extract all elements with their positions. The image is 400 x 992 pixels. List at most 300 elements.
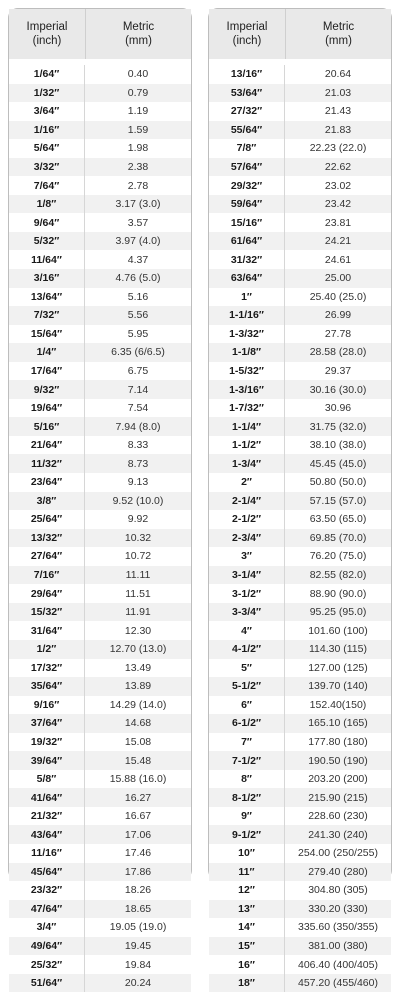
- imperial-value: 21/64″: [9, 436, 85, 455]
- metric-value: 4.37: [127, 253, 149, 266]
- table-row: [9, 733, 191, 752]
- table-row: [9, 640, 191, 659]
- imperial-value: 1-3/4″: [209, 454, 285, 473]
- metric-value: 11.91: [125, 606, 151, 619]
- table-row: [9, 918, 191, 937]
- table-row: [209, 640, 391, 659]
- imperial-header-label: Imperial: [226, 21, 268, 33]
- metric-value: 2.78: [127, 179, 149, 192]
- metric-value: 18.26: [124, 884, 152, 897]
- imperial-value: 27/64″: [9, 547, 85, 566]
- metric-value: 25.40 (25.0): [309, 290, 367, 303]
- metric-value: 25.00: [324, 272, 352, 285]
- table-row: [209, 102, 391, 121]
- metric-value: 12.30: [124, 624, 152, 637]
- metric-value: 177.80 (180): [308, 735, 368, 748]
- table-row: [9, 529, 191, 548]
- table-row: [9, 139, 191, 158]
- imperial-value: 1-3/16″: [209, 380, 285, 399]
- metric-value: 20.64: [324, 68, 352, 81]
- imperial-value: 13/64″: [9, 288, 85, 307]
- table-row: [209, 751, 391, 770]
- table-row: [9, 751, 191, 770]
- metric-value: 21.83: [324, 123, 352, 136]
- table-row: [9, 714, 191, 733]
- imperial-value: 1-1/2″: [209, 436, 285, 455]
- metric-value: 27.78: [324, 327, 352, 340]
- table-row: [209, 696, 391, 715]
- table-row: [209, 677, 391, 696]
- imperial-value: 1-5/32″: [209, 362, 285, 381]
- imperial-value: 11/16″: [9, 844, 85, 863]
- metric-value: 2.38: [127, 161, 149, 173]
- metric-value: 19.45: [124, 939, 152, 952]
- metric-unit-label: (mm): [125, 35, 152, 47]
- metric-value: 88.90 (90.0): [309, 587, 367, 600]
- metric-value: 22.62: [324, 161, 352, 173]
- metric-value: 1.59: [127, 123, 149, 136]
- metric-value: 228.60 (230): [308, 810, 368, 823]
- table-row: [9, 380, 191, 399]
- imperial-value: 31/64″: [9, 621, 85, 640]
- metric-value: 17.46: [124, 847, 152, 860]
- imperial-value: 29/32″: [209, 176, 285, 195]
- imperial-unit-label: (inch): [32, 35, 62, 47]
- imperial-value: 16″: [209, 955, 285, 974]
- metric-value: 30.16 (30.0): [309, 383, 367, 396]
- table-row: [209, 380, 391, 399]
- metric-value: 50.80 (50.0): [309, 476, 367, 489]
- table-row: [9, 306, 191, 325]
- table-row: [9, 102, 191, 121]
- imperial-value: 5/64″: [9, 139, 85, 158]
- imperial-value: 1-3/32″: [209, 325, 285, 344]
- imperial-value: 3-1/2″: [209, 584, 285, 603]
- imperial-value: 7/32″: [9, 306, 85, 325]
- metric-value: 45.45 (45.0): [309, 457, 367, 470]
- table-row: [209, 158, 391, 177]
- metric-value: 23.81: [324, 216, 352, 229]
- imperial-value: 7/64″: [9, 176, 85, 195]
- imperial-value: 19/32″: [9, 733, 85, 752]
- table-row: [9, 621, 191, 640]
- imperial-value: 1/8″: [9, 195, 85, 214]
- table-row: [9, 547, 191, 566]
- metric-value: 7.54: [127, 402, 149, 415]
- table-body: [9, 65, 191, 992]
- table-row: [209, 473, 391, 492]
- metric-value: 190.50 (190): [308, 754, 368, 767]
- table-row: [9, 232, 191, 251]
- table-row: [209, 547, 391, 566]
- imperial-value: 1-7/32″: [209, 399, 285, 418]
- metric-value: 0.79: [127, 86, 149, 99]
- imperial-value: 5/32″: [9, 232, 85, 251]
- metric-value: 15.08: [124, 735, 152, 748]
- table-row: [209, 825, 391, 844]
- imperial-value: 49/64″: [9, 937, 85, 956]
- metric-value: 21.43: [324, 105, 352, 118]
- imperial-value: 1/4″: [9, 343, 85, 362]
- imperial-value: 13/16″: [209, 65, 285, 84]
- metric-value: 23.42: [324, 198, 352, 211]
- table-body: [209, 65, 391, 992]
- imperial-value: 1-1/8″: [209, 343, 285, 362]
- metric-value: 19.05 (19.0): [109, 921, 167, 934]
- metric-value: 8.33: [127, 439, 149, 452]
- imperial-value: 55/64″: [209, 121, 285, 140]
- table-row: [209, 770, 391, 789]
- imperial-value: 51/64″: [9, 974, 85, 992]
- imperial-value: 2-3/4″: [209, 529, 285, 548]
- metric-value: 26.99: [324, 309, 352, 322]
- imperial-value: 3/4″: [9, 918, 85, 937]
- imperial-value: 3-3/4″: [209, 603, 285, 622]
- imperial-value: 1/32″: [9, 84, 85, 103]
- imperial-value: 11″: [209, 863, 285, 882]
- metric-value: 15.88 (16.0): [109, 773, 167, 786]
- imperial-value: 3/8″: [9, 492, 85, 511]
- metric-value: 335.60 (350/355): [298, 921, 378, 934]
- table-row: [9, 825, 191, 844]
- imperial-value: 7/16″: [9, 566, 85, 585]
- imperial-value: 15/16″: [209, 213, 285, 232]
- imperial-value: 23/32″: [9, 881, 85, 900]
- imperial-value: 15/64″: [9, 325, 85, 344]
- metric-value: 5.56: [127, 309, 149, 322]
- metric-value: 82.55 (82.0): [309, 569, 367, 582]
- metric-value: 7.14: [127, 383, 149, 396]
- metric-value: 14.68: [124, 717, 152, 730]
- table-row: [209, 788, 391, 807]
- metric-value: 11.11: [125, 569, 151, 582]
- imperial-value: 12″: [209, 881, 285, 900]
- table-row: [9, 584, 191, 603]
- imperial-value: 15/32″: [9, 603, 85, 622]
- metric-value: 9.92: [127, 513, 149, 526]
- metric-value: 29.37: [324, 365, 352, 378]
- imperial-value: 25/64″: [9, 510, 85, 529]
- table-row: [209, 121, 391, 140]
- imperial-value: 8-1/2″: [209, 788, 285, 807]
- imperial-value: 35/64″: [9, 677, 85, 696]
- imperial-value: 37/64″: [9, 714, 85, 733]
- metric-value: 8.73: [127, 457, 149, 470]
- imperial-value: 4-1/2″: [209, 640, 285, 659]
- metric-value: 1.19: [127, 105, 149, 118]
- metric-value: 10.72: [124, 550, 152, 563]
- table-row: [209, 659, 391, 678]
- table-row: [9, 510, 191, 529]
- metric-value: 114.30 (115): [309, 643, 367, 656]
- metric-value: 241.30 (240): [308, 828, 368, 841]
- imperial-value: 11/64″: [9, 250, 85, 269]
- table-row: [209, 807, 391, 826]
- metric-value: 330.20 (330): [308, 902, 368, 915]
- imperial-value: 10″: [209, 844, 285, 863]
- imperial-value: 9/16″: [9, 696, 85, 715]
- metric-value: 304.80 (305): [308, 884, 368, 897]
- imperial-value: 1-1/16″: [209, 306, 285, 325]
- metric-value: 7.94 (8.0): [115, 420, 161, 433]
- imperial-value: 39/64″: [9, 751, 85, 770]
- table-row: [9, 473, 191, 492]
- metric-value: 9.52 (10.0): [112, 494, 164, 507]
- table-row: [209, 362, 391, 381]
- table-row: [209, 84, 391, 103]
- table-row: [209, 900, 391, 919]
- metric-value: 152.40(150): [309, 698, 367, 711]
- metric-value: 406.40 (400/405): [298, 958, 378, 971]
- metric-value: 127.00 (125): [308, 661, 368, 674]
- table-row: [9, 213, 191, 232]
- imperial-value: 19/64″: [9, 399, 85, 418]
- table-row: [9, 900, 191, 919]
- imperial-value: 17/64″: [9, 362, 85, 381]
- metric-value: 3.57: [127, 216, 149, 229]
- table-row: [209, 436, 391, 455]
- imperial-value: 15″: [209, 937, 285, 956]
- metric-value: 30.96: [324, 402, 352, 415]
- table-row: [9, 325, 191, 344]
- table-row: [9, 937, 191, 956]
- metric-value: 17.86: [124, 865, 152, 878]
- metric-value: 11.51: [125, 587, 151, 600]
- conversion-table-left: [8, 8, 192, 990]
- imperial-value: 2-1/4″: [209, 492, 285, 511]
- metric-value: 18.65: [124, 902, 152, 915]
- metric-value: 23.02: [324, 179, 352, 192]
- table-row: [209, 306, 391, 325]
- table-row: [9, 566, 191, 585]
- table-row: [209, 863, 391, 882]
- metric-value: 21.03: [324, 86, 352, 99]
- table-row: [209, 288, 391, 307]
- metric-value: 31.75 (32.0): [309, 420, 367, 433]
- table-row: [209, 176, 391, 195]
- metric-value: 101.60 (100): [308, 624, 368, 637]
- imperial-value: 3″: [209, 547, 285, 566]
- table-row: [209, 955, 391, 974]
- imperial-value: 57/64″: [209, 158, 285, 177]
- table-row: [9, 807, 191, 826]
- table-row: [209, 454, 391, 473]
- metric-value: 10.32: [124, 531, 152, 544]
- metric-column-header: [286, 9, 391, 59]
- table-row: [209, 621, 391, 640]
- metric-value: 254.00 (250/255): [298, 847, 378, 860]
- table-row: [9, 250, 191, 269]
- table-row: [209, 714, 391, 733]
- table-row: [209, 566, 391, 585]
- imperial-value: 14″: [209, 918, 285, 937]
- metric-column-header: [86, 9, 191, 59]
- metric-value: 13.49: [124, 661, 152, 674]
- imperial-value: 7″: [209, 733, 285, 752]
- imperial-value: 61/64″: [209, 232, 285, 251]
- table-row: [209, 343, 391, 362]
- table-row: [9, 659, 191, 678]
- imperial-value: 29/64″: [9, 584, 85, 603]
- table-row: [209, 529, 391, 548]
- metric-value: 24.21: [324, 235, 352, 248]
- imperial-value: 18″: [209, 974, 285, 992]
- metric-value: 0.40: [127, 68, 149, 81]
- table-row: [9, 362, 191, 381]
- imperial-value: 59/64″: [209, 195, 285, 214]
- metric-value: 15.48: [124, 754, 152, 767]
- imperial-value: 6-1/2″: [209, 714, 285, 733]
- table-row: [209, 603, 391, 622]
- imperial-value: 4″: [209, 621, 285, 640]
- metric-value: 16.27: [124, 791, 152, 804]
- metric-value: 279.40 (280): [308, 865, 368, 878]
- imperial-value: 3/64″: [9, 102, 85, 121]
- table-row: [9, 492, 191, 511]
- table-row: [9, 288, 191, 307]
- table-row: [9, 696, 191, 715]
- metric-value: 19.84: [124, 958, 152, 971]
- table-row: [209, 881, 391, 900]
- metric-value: 63.50 (65.0): [309, 513, 367, 526]
- imperial-value: 1″: [209, 288, 285, 307]
- table-row: [209, 974, 391, 992]
- imperial-value: 13/32″: [9, 529, 85, 548]
- imperial-value: 47/64″: [9, 900, 85, 919]
- metric-value: 6.75: [127, 365, 149, 378]
- metric-value: 5.95: [127, 327, 149, 340]
- imperial-value: 9-1/2″: [209, 825, 285, 844]
- metric-value: 6.35 (6/6.5): [111, 346, 165, 359]
- imperial-value: 17/32″: [9, 659, 85, 678]
- table-row: [209, 232, 391, 251]
- imperial-value: 2″: [209, 473, 285, 492]
- table-row: [9, 399, 191, 418]
- metric-unit-label: (mm): [325, 35, 352, 47]
- imperial-value: 3/32″: [9, 158, 85, 177]
- imperial-value: 3/16″: [9, 269, 85, 288]
- table-row: [209, 584, 391, 603]
- imperial-value: 5/8″: [9, 770, 85, 789]
- imperial-value: 43/64″: [9, 825, 85, 844]
- table-row: [9, 65, 191, 84]
- metric-value: 38.10 (38.0): [309, 439, 367, 452]
- table-header: [209, 9, 391, 59]
- table-row: [9, 974, 191, 992]
- metric-header-label: Metric: [122, 21, 155, 33]
- table-row: [209, 139, 391, 158]
- metric-header-label: Metric: [322, 21, 355, 33]
- table-row: [209, 399, 391, 418]
- table-row: [9, 343, 191, 362]
- metric-value: 381.00 (380): [308, 939, 368, 952]
- imperial-value: 45/64″: [9, 863, 85, 882]
- metric-value: 20.24: [124, 977, 152, 990]
- table-row: [9, 195, 191, 214]
- table-row: [209, 844, 391, 863]
- imperial-value: 3-1/4″: [209, 566, 285, 585]
- imperial-value: 1-1/4″: [209, 417, 285, 436]
- metric-value: 28.58 (28.0): [309, 346, 367, 359]
- table-row: [9, 677, 191, 696]
- table-row: [209, 417, 391, 436]
- metric-value: 16.67: [124, 810, 152, 823]
- metric-value: 165.10 (165): [308, 717, 368, 730]
- metric-value: 24.61: [324, 253, 352, 266]
- imperial-value: 7-1/2″: [209, 751, 285, 770]
- table-row: [209, 195, 391, 214]
- table-row: [9, 436, 191, 455]
- imperial-value: 7/8″: [209, 139, 285, 158]
- imperial-value: 1/64″: [9, 65, 85, 84]
- table-row: [9, 158, 191, 177]
- metric-value: 57.15 (57.0): [309, 494, 367, 507]
- table-row: [209, 733, 391, 752]
- imperial-column-header: [9, 9, 86, 59]
- imperial-value: 13″: [209, 900, 285, 919]
- table-row: [9, 603, 191, 622]
- table-row: [9, 863, 191, 882]
- imperial-column-header: [209, 9, 286, 59]
- table-row: [209, 325, 391, 344]
- metric-value: 76.20 (75.0): [309, 550, 367, 563]
- imperial-value: 8″: [209, 770, 285, 789]
- metric-value: 215.90 (215): [308, 791, 368, 804]
- table-row: [9, 881, 191, 900]
- table-row: [209, 269, 391, 288]
- table-row: [209, 492, 391, 511]
- metric-value: 17.06: [124, 828, 152, 841]
- metric-value: 13.89: [124, 680, 152, 693]
- imperial-value: 5/16″: [9, 417, 85, 436]
- imperial-value: 5-1/2″: [209, 677, 285, 696]
- table-row: [209, 937, 391, 956]
- imperial-value: 9/32″: [9, 380, 85, 399]
- metric-value: 14.29 (14.0): [109, 698, 167, 711]
- imperial-value: 63/64″: [209, 269, 285, 288]
- table-row: [9, 84, 191, 103]
- metric-value: 4.76 (5.0): [115, 272, 161, 285]
- metric-value: 3.97 (4.0): [115, 235, 161, 248]
- imperial-value: 31/32″: [209, 250, 285, 269]
- imperial-value: 41/64″: [9, 788, 85, 807]
- imperial-value: 27/32″: [209, 102, 285, 121]
- table-row: [9, 417, 191, 436]
- table-row: [9, 770, 191, 789]
- table-row: [209, 213, 391, 232]
- imperial-value: 21/32″: [9, 807, 85, 826]
- table-row: [209, 250, 391, 269]
- imperial-unit-label: (inch): [232, 35, 262, 47]
- imperial-value: 1/16″: [9, 121, 85, 140]
- imperial-value: 5″: [209, 659, 285, 678]
- metric-value: 5.16: [127, 290, 149, 303]
- table-row: [9, 955, 191, 974]
- imperial-value: 9″: [209, 807, 285, 826]
- table-row: [209, 918, 391, 937]
- table-row: [209, 510, 391, 529]
- metric-value: 3.17 (3.0): [115, 198, 161, 211]
- imperial-header-label: Imperial: [26, 21, 68, 33]
- imperial-value: 6″: [209, 696, 285, 715]
- table-header: [9, 9, 191, 59]
- imperial-value: 53/64″: [209, 84, 285, 103]
- table-row: [9, 788, 191, 807]
- conversion-table-right: [208, 8, 392, 990]
- imperial-value: 11/32″: [9, 454, 85, 473]
- table-row: [9, 121, 191, 140]
- imperial-value: 1/2″: [9, 640, 85, 659]
